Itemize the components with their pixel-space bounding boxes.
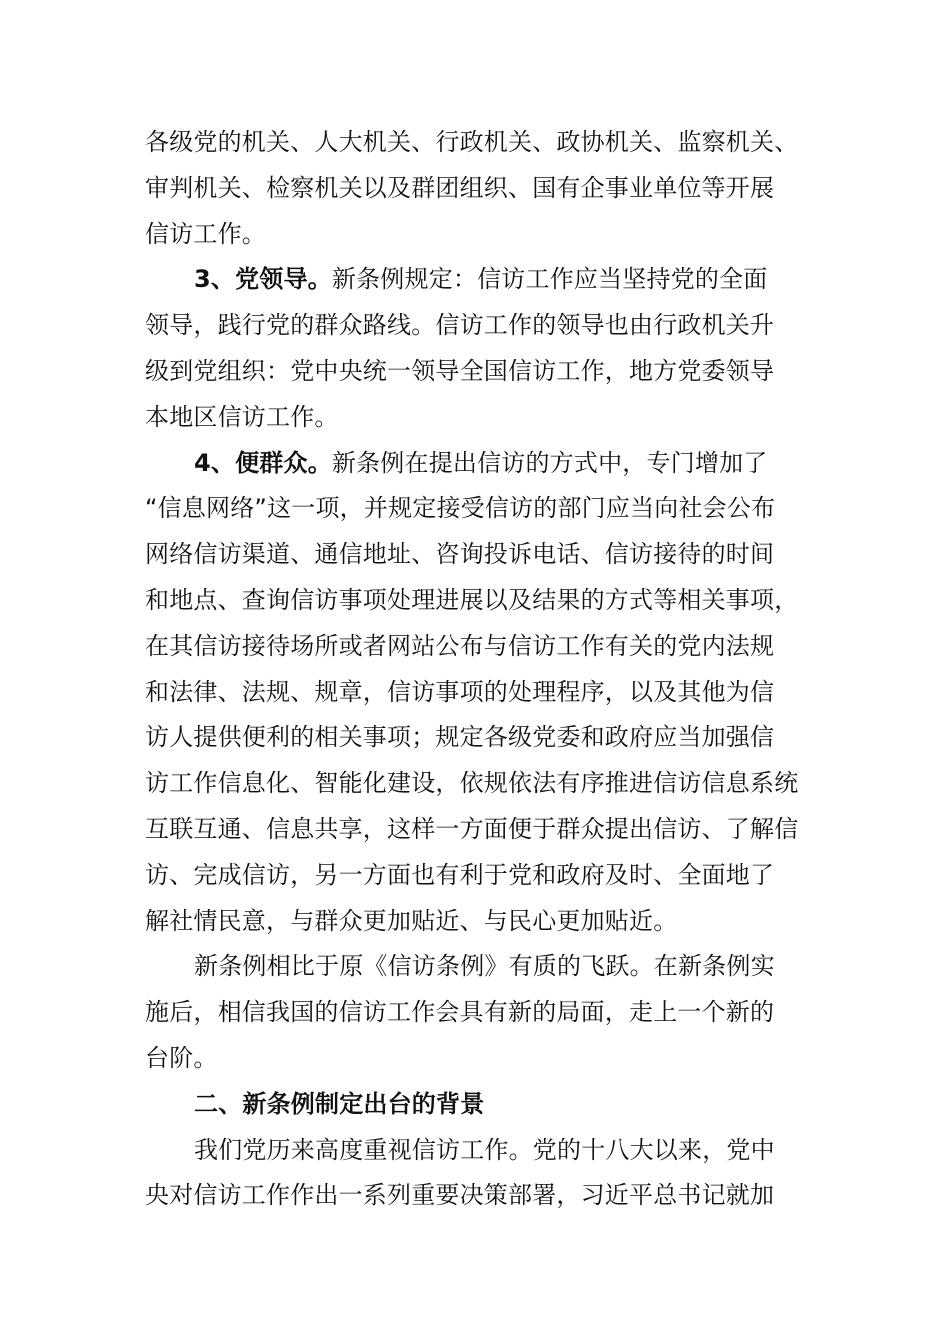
section-heading [145,1082,825,1128]
text-line: 和地点、查询信访事项处理进展以及结果的方式等相关事项， [145,585,799,614]
item-heading: 3、党领导。 [194,265,332,294]
text-line: 信访工作。 [145,219,266,248]
text-line: 审判机关、检察机关以及群团组织、国有企事业单位等开展 [145,173,775,202]
text-line: 施后，相信我国的信访工作会具有新的局面，走上一个新的 [145,998,775,1027]
text-line: 新条例相比于原《信访条例》有质的飞跃。在新条例实 [194,952,775,981]
text-line: 领导，践行党的群众路线。信访工作的领导也由行政机关升 [145,311,775,340]
text-run: 新条例规定：信访工作应当坚持党的全面 [331,265,768,294]
text-line: 台阶。 [145,1043,218,1072]
paragraph-party-leadership [145,257,825,440]
text-line: 解社情民意，与群众更加贴近、与民心更加贴近。 [145,906,678,935]
text-line: 互联互通、信息共享，这样一方面便于群众提出信访、了解信 [145,814,799,843]
text-line: “信息网络”这一项，并规定接受信访的部门应当向社会公布 [145,494,776,523]
text-line: 本地区信访工作。 [145,402,339,431]
text-line: 在其信访接待场所或者网站公布与信访工作有关的党内法规 [145,631,775,660]
text-line: 访、完成信访，另一方面也有利于党和政府及时、全面地了 [145,860,775,889]
document-body [145,120,825,1219]
paragraph-continued [145,120,825,257]
text-line [145,257,825,303]
text-line: 央对信访工作作出一系列重要决策部署，习近平总书记就加 [145,1181,775,1210]
text-line: 和法律、法规、规章，信访事项的处理程序，以及其他为信 [145,677,775,706]
paragraph-background [145,1128,825,1220]
text-run: 新条例在提出信访的方式中，专门增加了 [331,448,768,477]
section-title: 二、新条例制定出台的背景 [194,1089,485,1118]
text-line: 级到党组织：党中央统一领导全国信访工作，地方党委领导 [145,356,775,385]
text-line: 网络信访渠道、通信地址、咨询投诉电话、信访接待的时间 [145,540,775,569]
text-line: 访人提供便利的相关事项；规定各级党委和政府应当加强信 [145,723,775,752]
text-line: 访工作信息化、智能化建设，依规依法有序推进信访信息系统 [145,769,799,798]
text-line [145,441,825,487]
item-heading: 4、便群众。 [194,448,332,477]
paragraph-summary [145,944,825,1081]
text-line: 各级党的机关、人大机关、行政机关、政协机关、监察机关、 [145,128,799,156]
paragraph-convenience [145,441,825,945]
text-line: 我们党历来高度重视信访工作。党的十八大以来，党中 [194,1135,775,1164]
